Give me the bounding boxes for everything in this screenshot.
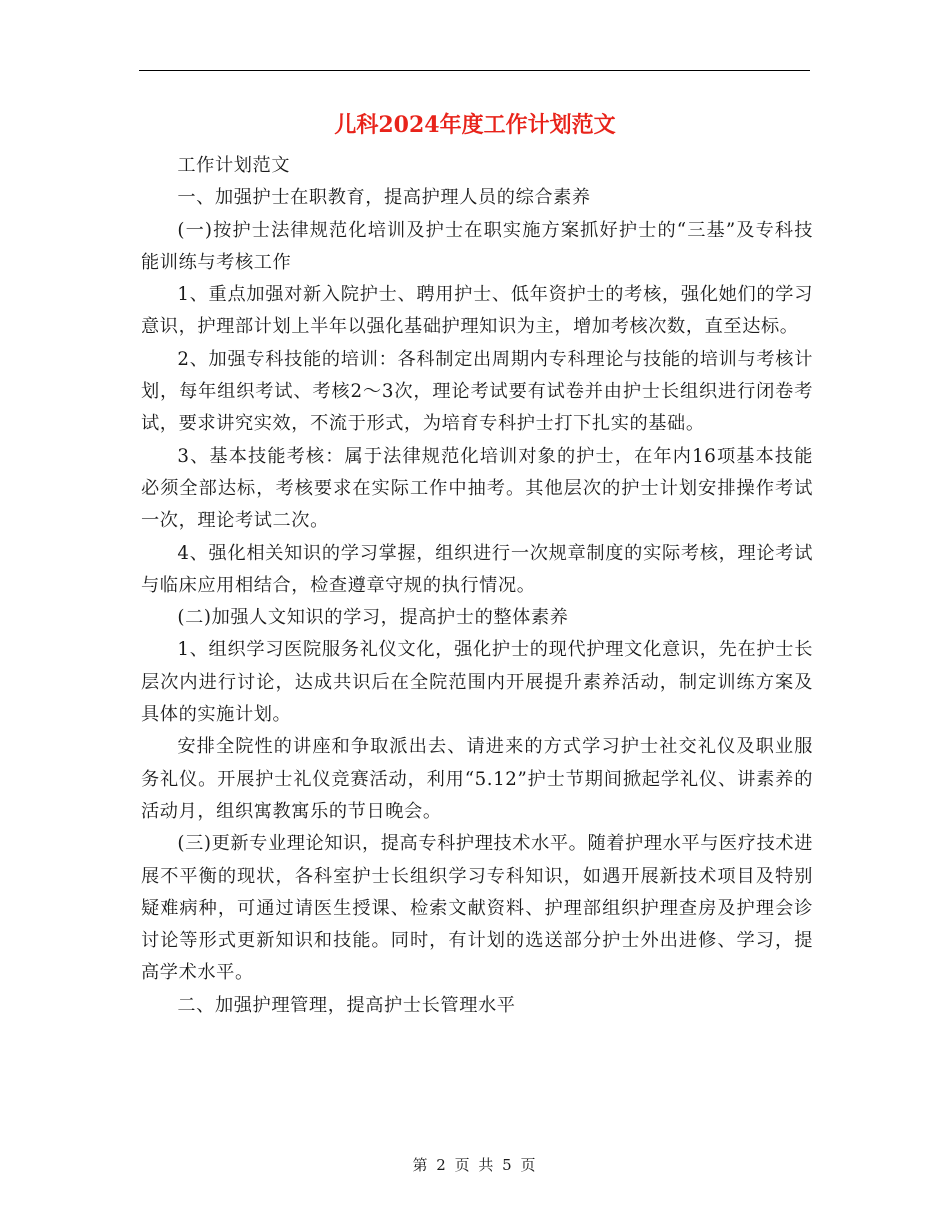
paragraph: (一)按护士法律规范化培训及护士在职实施方案抓好护士的“三基”及专科技能训练与考核工作 [141,219,813,273]
header-rule [139,70,810,71]
paragraph: 安排全院性的讲座和争取派出去、请进来的方式学习护士社交礼仪及职业服务礼仪。开展护士礼仪竞赛活动，利用“5.12”护士节期间掀起学礼仪、讲素养的活动月，组织寓教寓乐的节日晚会。 [141,736,813,822]
paragraph: 二、加强护理管理，提高护士长管理水平 [177,994,516,1016]
paragraph: 一、加强护士在职教育，提高护理人员的综合素养 [177,187,591,209]
page-number-footer: 第 2 页 共 5 页 [412,1156,538,1174]
document-body [141,150,813,1022]
paragraph: 1、组织学习医院服务礼仪文化，强化护士的现代护理文化意识，先在护士长层次内进行讨论，达成共识后在全院范围内开展提升素养活动，制定训练方案及具体的实施计划。 [141,639,813,726]
paragraph: (二)加强人文知识的学习，提高护士的整体素养 [177,607,569,629]
paragraph: 1、重点加强对新入院护士、聘用护士、低年资护士的考核，强化她们的学习意识，护理部计划上半年以强化基础护理知识为主，增加考核次数，直至达标。 [141,284,813,338]
paragraph: (三)更新专业理论知识，提高专科护理技术水平。随着护理水平与医疗技术进展不平衡的现状，各科室护士长组织学习专科知识，如遇开展新技术项目及特别疑难病种，可通过请医生授课、检索文献资料、护理部组织护理查房及护理会诊讨论等形式更新知识和技能。同时，有计划的选送部分护士外出进修、学习，提高学术水平。 [141,833,813,984]
document-title: 儿科2024年度工作计划范文 [334,112,616,138]
paragraph: 工作计划范文 [177,155,291,176]
paragraph: 2、加强专科技能的培训：各科制定出周期内专科理论与技能的培训与考核计划，每年组织考试、考核2～3次，理论考试要有试卷并由护士长组织进行闭卷考试，要求讲究实效，不流于形式，为培育专科护士打下扎实的基础。 [141,348,813,435]
paragraph: 4、强化相关知识的学习掌握，组织进行一次规章制度的实际考核，理论考试与临床应用相结合，检查遵章守规的执行情况。 [141,542,813,596]
paragraph: 3、基本技能考核：属于法律规范化培训对象的护士，在年内16项基本技能必须全部达标，考核要求在实际工作中抽考。其他层次的护士计划安排操作考试一次，理论考试二次。 [141,445,813,532]
